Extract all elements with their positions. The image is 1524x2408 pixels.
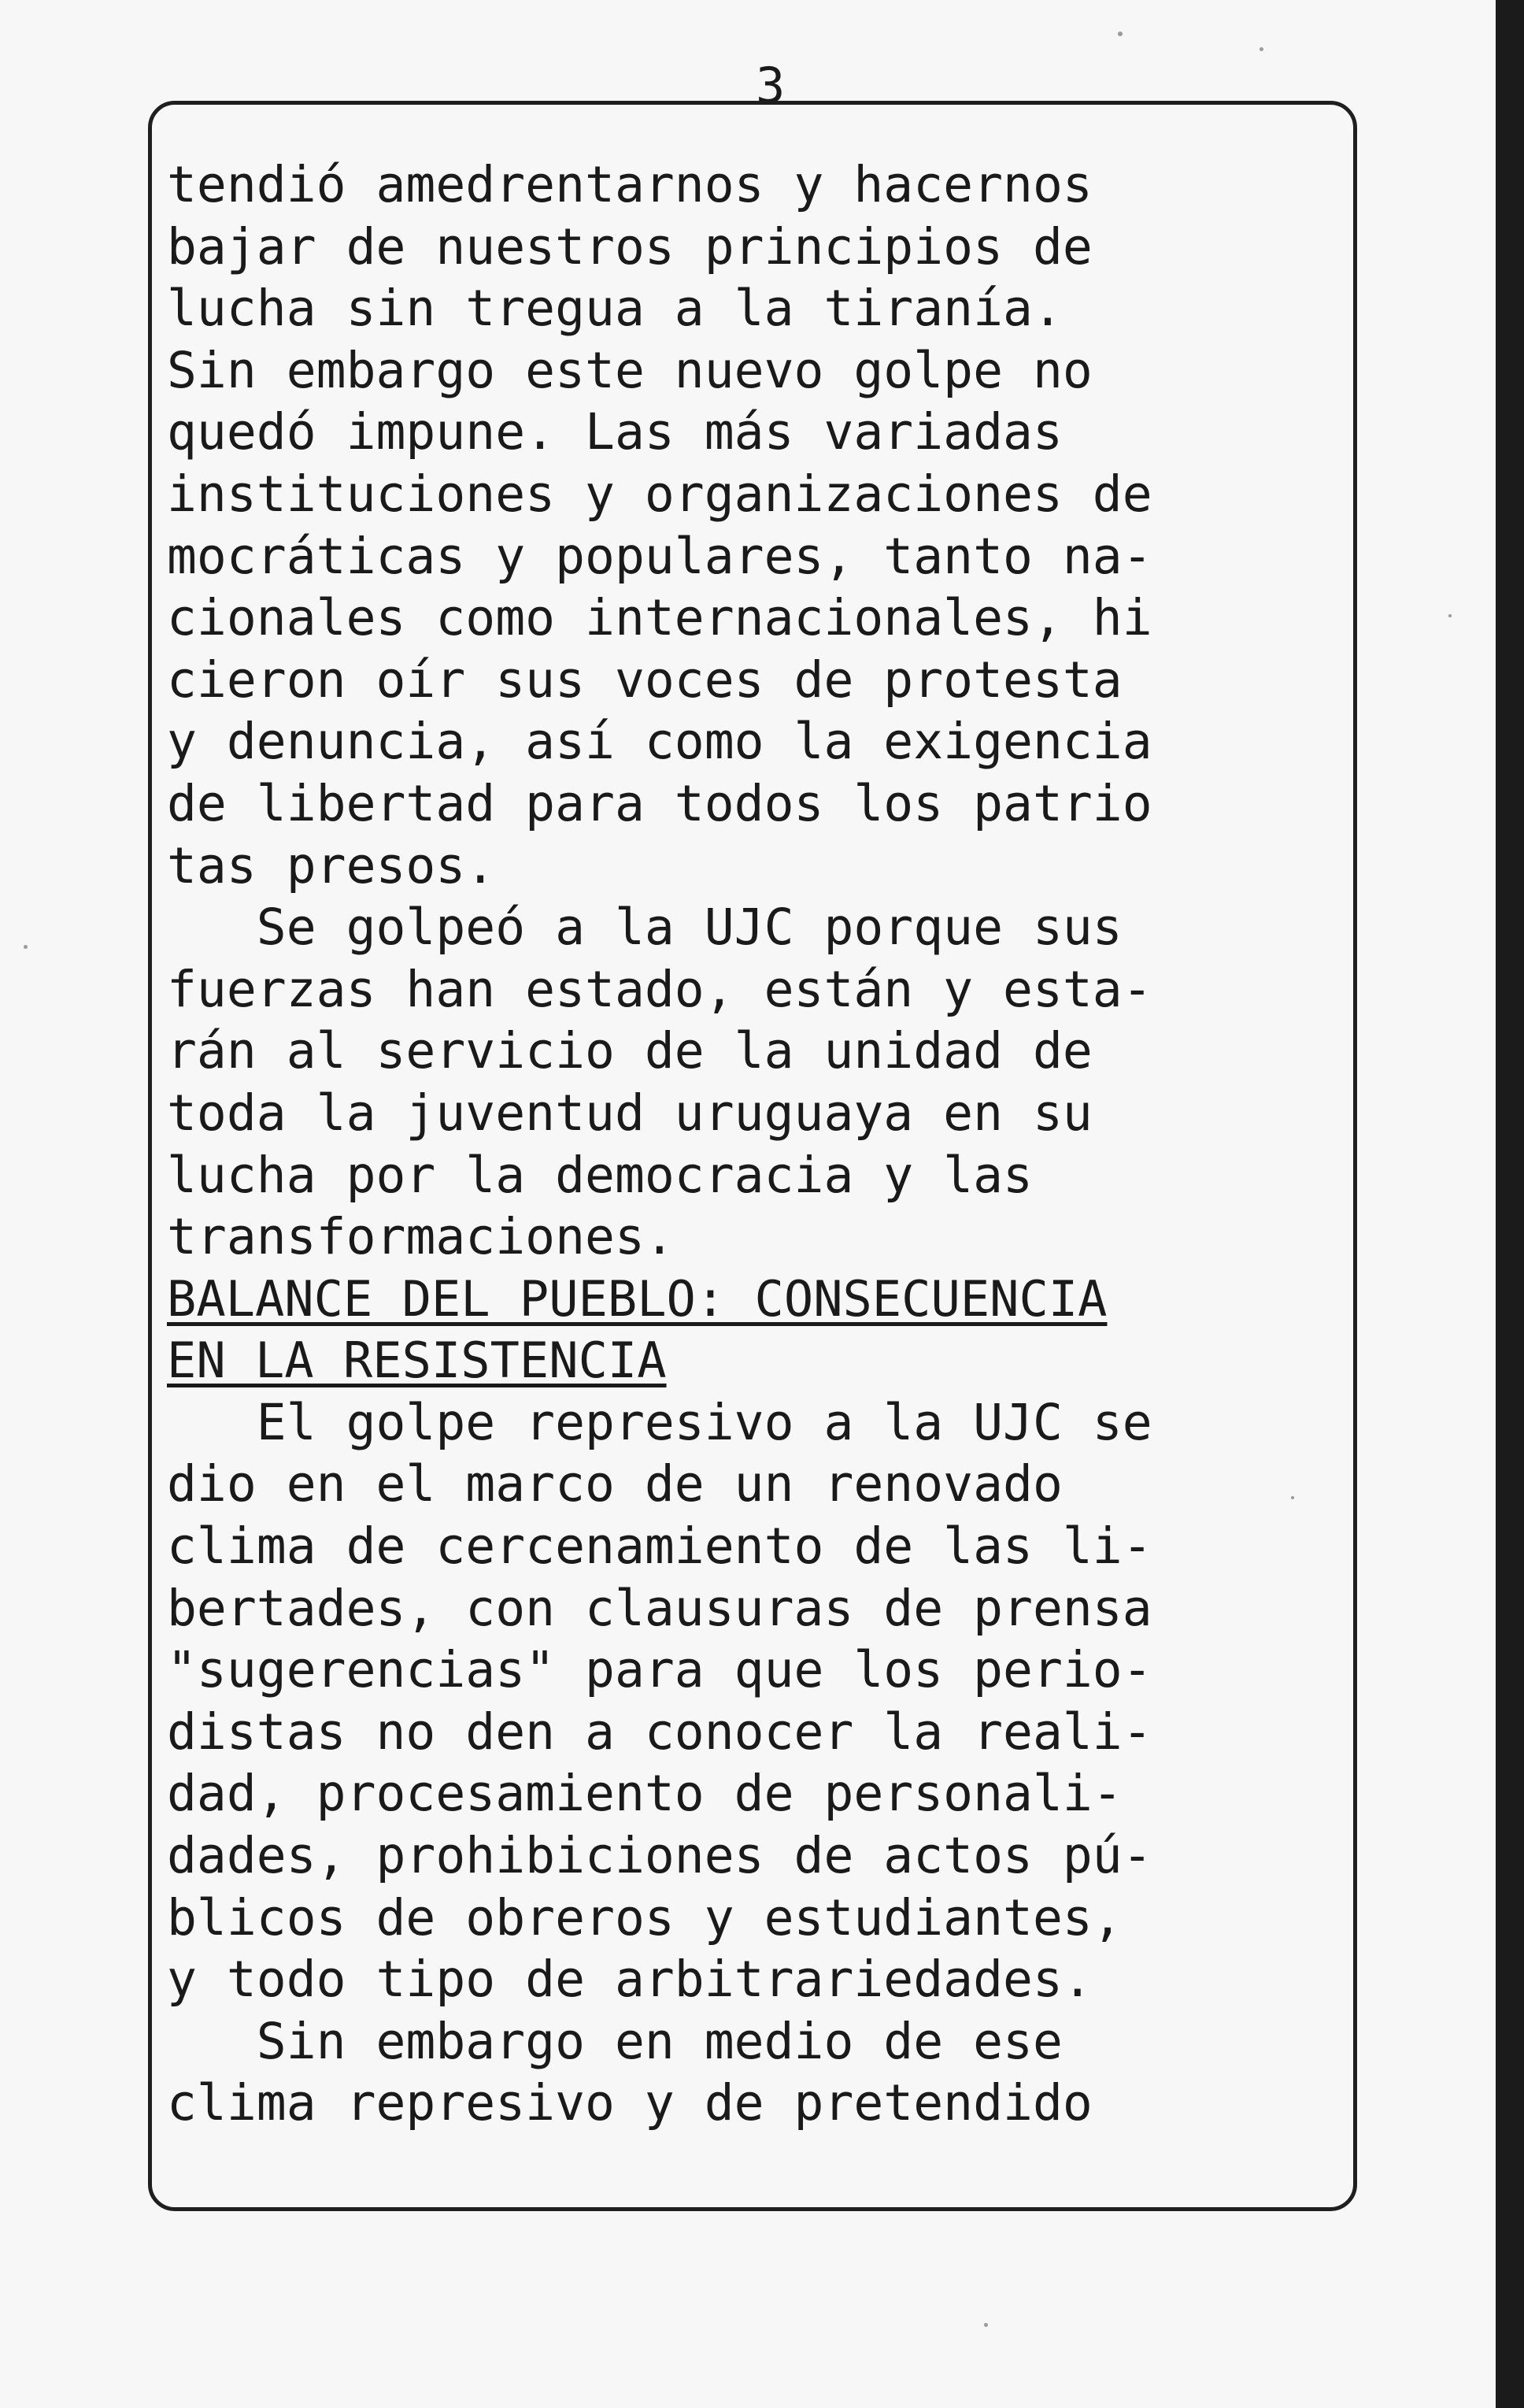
body-line: instituciones y organizaciones de [167,465,1152,523]
body-line: cionales como internacionales, hi [167,589,1152,647]
body-line: fuerzas han estado, están y esta- [167,960,1152,1018]
section-heading-line: BALANCE DEL PUEBLO: CONSECUENCIA [167,1269,1108,1328]
body-line: lucha por la democracia y las [167,1146,1033,1204]
body-line: dades, prohibiciones de actos pú- [167,1827,1152,1885]
body-line: bertades, con clausuras de prensa [167,1579,1152,1637]
body-line: y denuncia, así como la exigencia [167,713,1152,771]
page-number: 3 [756,57,786,114]
body-line: dad, procesamiento de personali- [167,1765,1123,1823]
body-line: toda la juventud uruguaya en su [167,1084,1093,1142]
body-line: distas no den a conocer la reali- [167,1702,1152,1761]
body-line: Sin embargo este nuevo golpe no [167,341,1093,399]
scan-edge [1496,0,1524,2408]
body-line: tas presos. [167,836,496,895]
body-line: lucha sin tregua a la tiranía. [167,280,1063,338]
section-heading-line: EN LA RESISTENCIA [167,1332,667,1390]
body-line: y todo tipo de arbitrariedades. [167,1950,1093,2009]
body-line: dio en el marco de un renovado [167,1455,1063,1513]
body-line: tendió amedrentarnos y hacernos [167,156,1093,213]
body-line: El golpe represivo a la UJC se [167,1393,1152,1451]
body-line: bajar de nuestros principios de [167,217,1093,276]
body-line: transformaciones. [167,1208,675,1266]
body-line: de libertad para todos los patrio [167,774,1152,832]
body-line: clima de cercenamiento de las li- [167,1517,1152,1576]
body-line: cieron oír sus voces de protesta [167,650,1123,709]
body-line: clima represivo y de pretendido [167,2074,1093,2132]
body-line: Se golpeó a la UJC porque sus [167,898,1123,957]
scan-speck [1291,1496,1294,1499]
scan-speck [984,2323,988,2327]
body-line: "sugerencias" para que los perio- [167,1641,1152,1699]
scan-speck [1118,31,1123,36]
body-line: mocráticas y populares, tanto na- [167,527,1152,585]
body-line: rán al servicio de la unidad de [167,1022,1093,1080]
scan-speck [24,945,28,949]
scan-speck [1260,47,1263,51]
body-line: Sin embargo en medio de ese [167,2012,1063,2070]
body-line: blicos de obreros y estudiantes, [167,1888,1123,1947]
typed-text-block [167,154,1363,2135]
body-line: quedó impune. Las más variadas [167,403,1063,461]
scan-speck [1448,614,1452,617]
